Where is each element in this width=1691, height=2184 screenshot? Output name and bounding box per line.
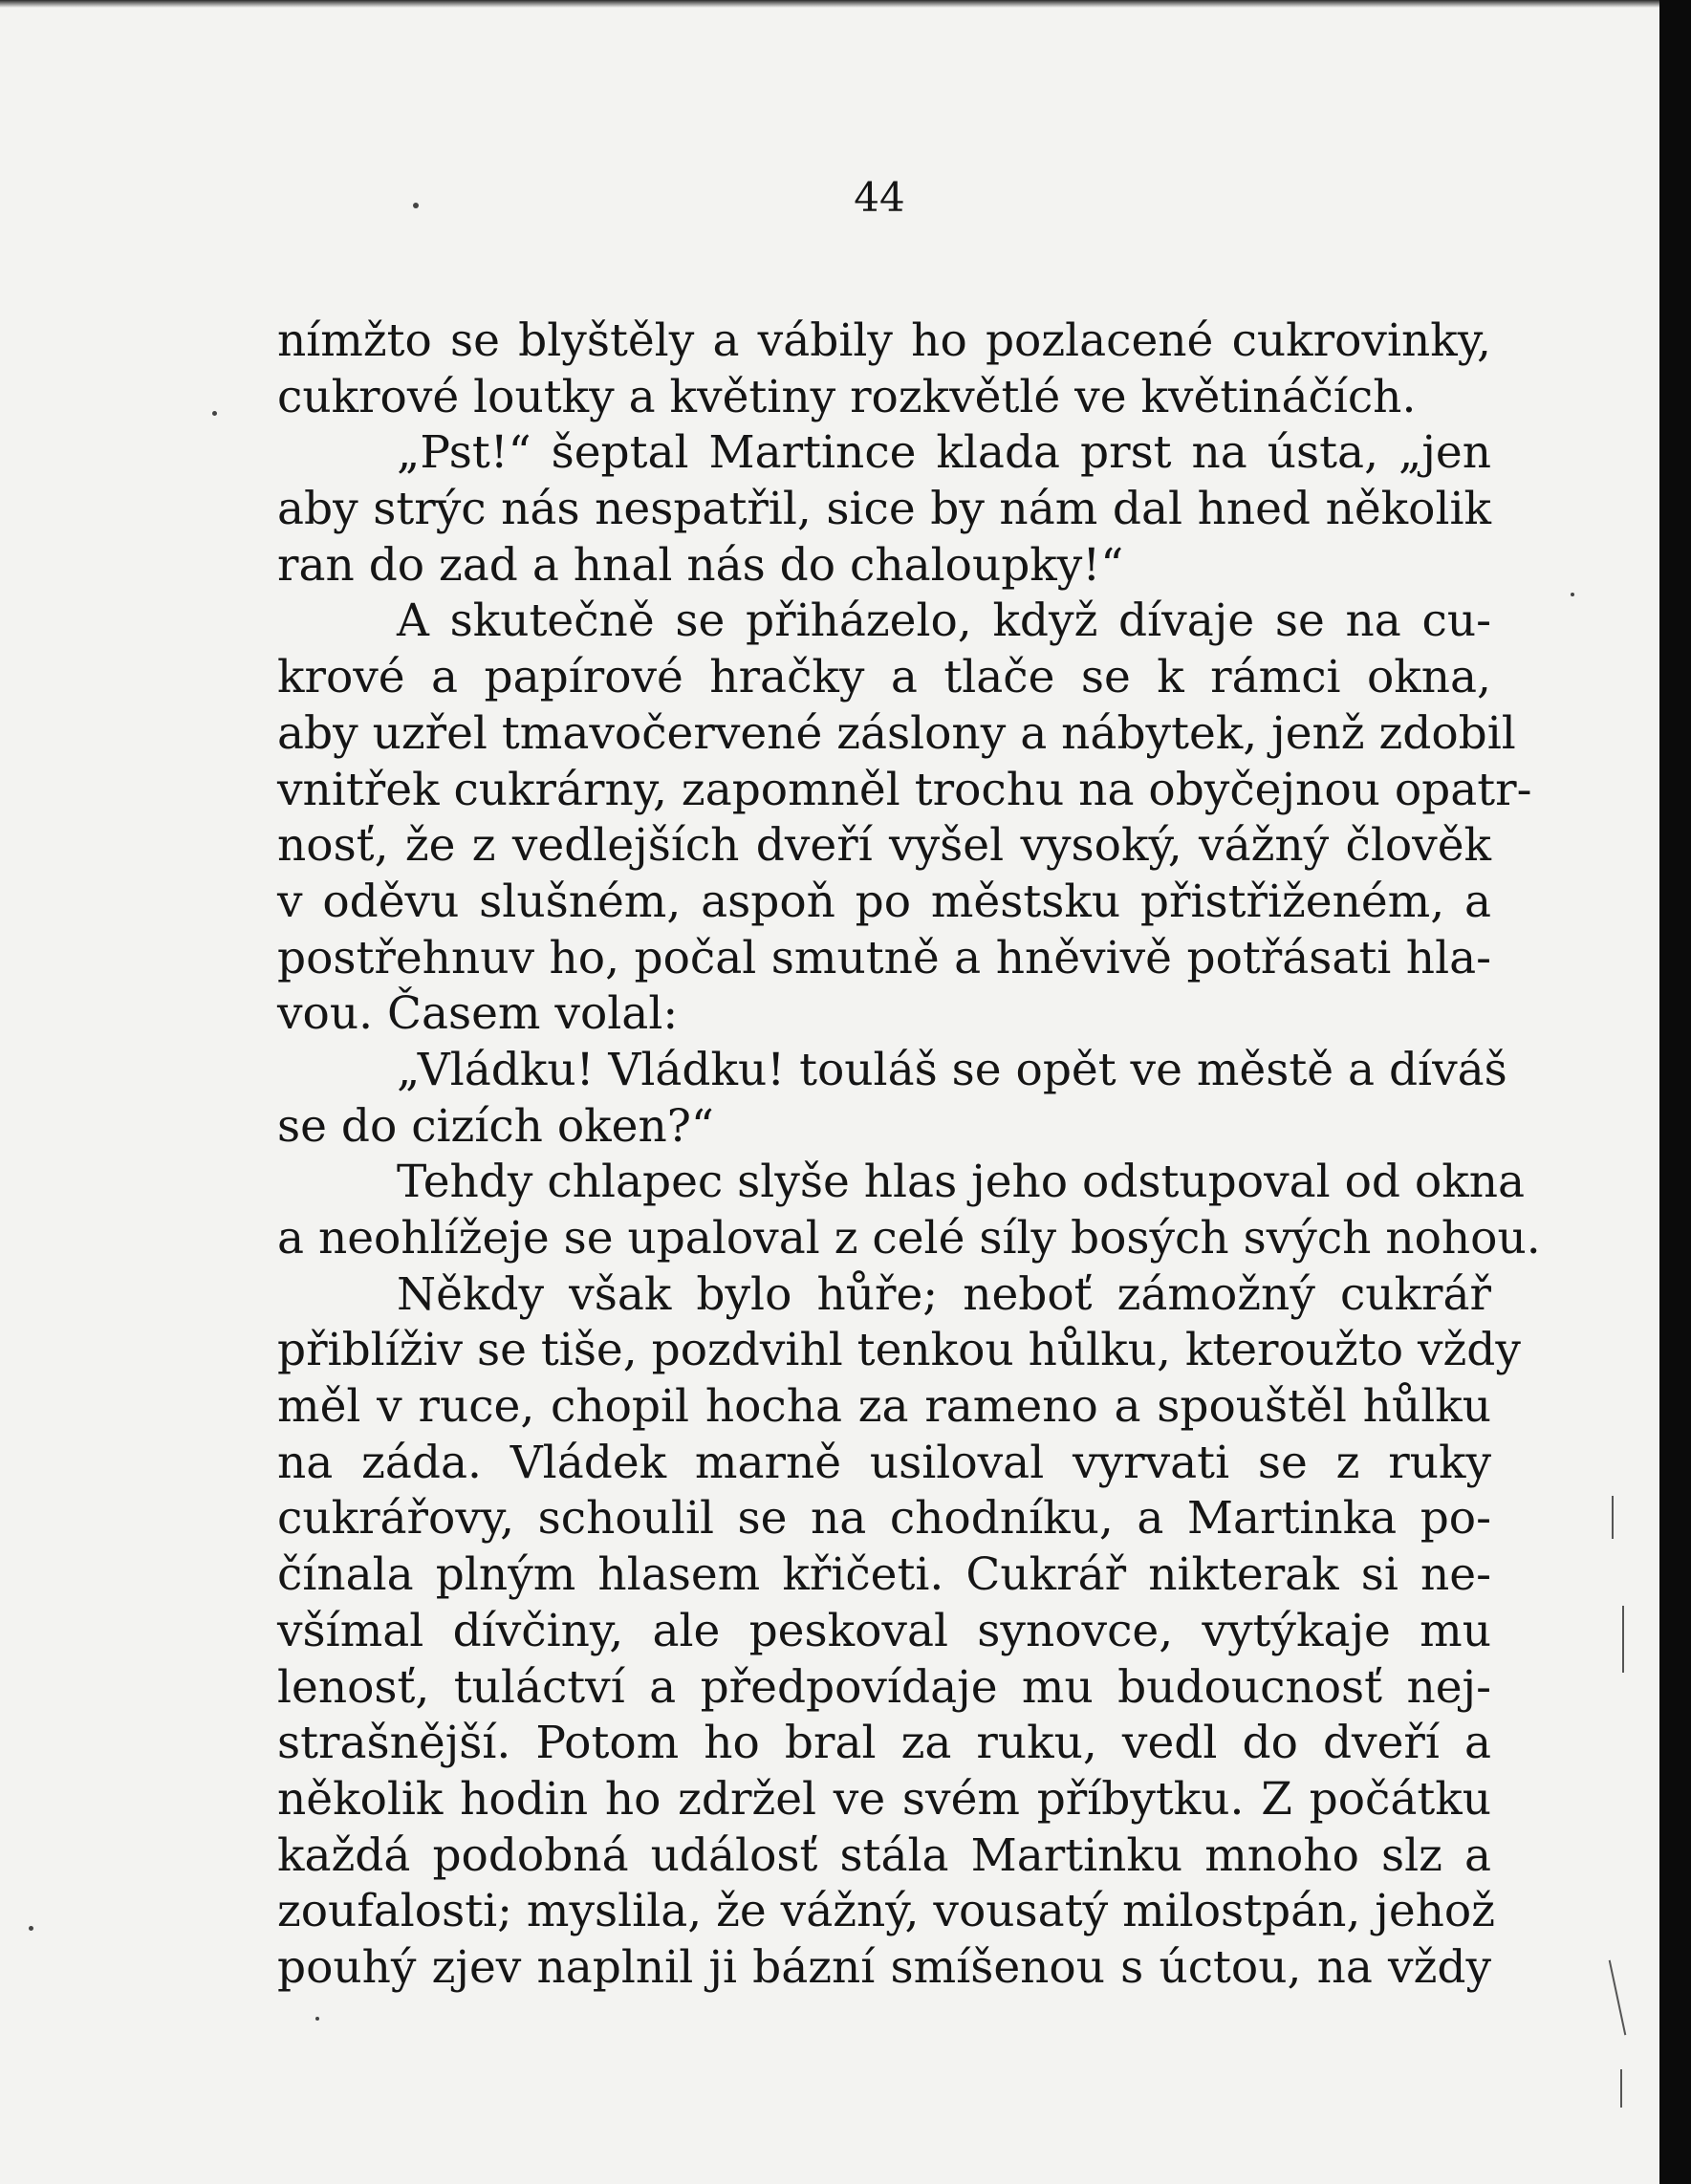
scan-speck (1571, 593, 1574, 596)
text-line: všímal dívčiny, ale peskoval synovce, vytýkaje mu (277, 1604, 1491, 1657)
text-line: a neohlížeje se upaloval z celé síly bosých svých nohou. (277, 1212, 1541, 1265)
text-line: čínala plným hlasem křičeti. Cukrář nikterak si ne- (277, 1548, 1491, 1602)
scan-scratch (1609, 1960, 1627, 2036)
page-number: 44 (854, 174, 905, 221)
text-line: A skutečně se přiházelo, když dívaje se na cu- (397, 595, 1491, 648)
text-line: strašnější. Potom ho bral za ruku, vedl do dveří a (277, 1717, 1491, 1770)
scan-speck (413, 203, 419, 208)
text-line: každá podobná událosť stála Martinku mnoho slz a (277, 1828, 1491, 1882)
body-text (277, 314, 1541, 1997)
text-line: se do cizích oken?“ (277, 1099, 714, 1153)
page-top-edge (0, 0, 1659, 8)
text-line: „Vládku! Vládku! touláš se opět ve městě a díváš (397, 1043, 1507, 1096)
scan-speck (212, 411, 217, 416)
text-line: Tehdy chlapec slyše hlas jeho odstupoval od okna (397, 1156, 1526, 1209)
text-line: zoufalosti; myslila, že vážný, vousatý milostpán, jehož (277, 1885, 1495, 1938)
text-line: na záda. Vládek marně usiloval vyrvati se z ruky (277, 1436, 1491, 1489)
text-line: ran do zad a hnal nás do chaloupky!“ (277, 538, 1124, 592)
text-line: v oděvu slušném, aspoň po městsku přistřiženém, a (277, 875, 1491, 928)
text-line: cukrářovy, schoulil se na chodníku, a Martinka po- (277, 1492, 1491, 1546)
scan-speck (315, 2017, 319, 2021)
scan-speck (29, 1926, 33, 1931)
text-line: krové a papírové hračky a tlače se k rámci okna, (277, 651, 1491, 704)
text-line: pouhý zjev naplnil ji bázní smíšenou s úctou, na vždy (277, 1940, 1491, 1994)
text-line: lenosť, tuláctví a předpovídaje mu budoucnosť nej- (277, 1660, 1491, 1714)
text-line: vnitřek cukrárny, zapomněl trochu na obyčejnou opatr- (277, 763, 1532, 816)
scan-scratch (1622, 1606, 1624, 1673)
text-line: měl v ruce, chopil hocha za rameno a spouštěl hůlku (277, 1380, 1491, 1434)
text-line: aby strýc nás nespatřil, sice by nám dal hned několik (277, 483, 1491, 536)
text-line: cukrové loutky a květiny rozkvětlé ve květináčích. (277, 370, 1417, 423)
text-line: nímžto se blyštěly a vábily ho pozlacené cukrovinky, (277, 314, 1491, 367)
scan-scratch (1612, 1496, 1614, 1539)
text-line: několik hodin ho zdržel ve svém příbytku. Z počátku (277, 1772, 1491, 1826)
scan-scratch (1620, 2069, 1622, 2108)
text-line: aby uzřel tmavočervené záslony a nábytek, jenž zdobil (277, 706, 1516, 760)
text-line: nosť, že z vedlejších dveří vyšel vysoký, vážný člověk (277, 819, 1491, 873)
text-line: přiblíživ se tiše, pozdvihl tenkou hůlku, kteroužto vždy (277, 1324, 1521, 1377)
text-line: „Pst!“ šeptal Martince klada prst na ústa, „jen (397, 426, 1491, 480)
scan-border (1659, 0, 1691, 2184)
text-line: postřehnuv ho, počal smutně a hněvivě potřásati hla- (277, 931, 1491, 984)
text-line: vou. Časem volal: (277, 987, 679, 1041)
text-line: Někdy však bylo hůře; neboť zámožný cukrář (397, 1267, 1491, 1321)
